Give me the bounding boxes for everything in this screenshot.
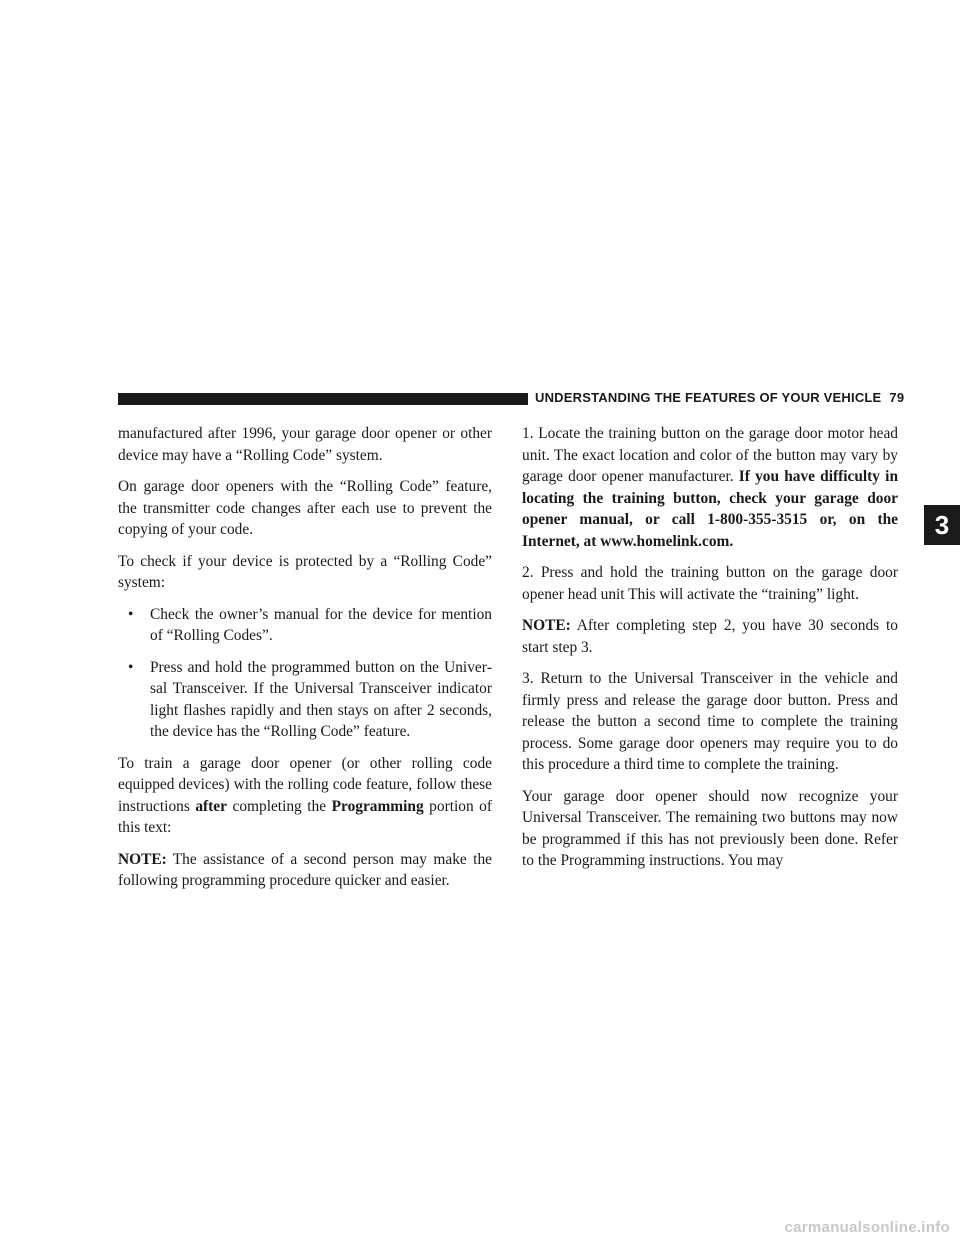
paragraph: On garage door openers with the “Rolling Code” feature, the transmitter code changes after each use to prevent the copying of your code. — [118, 478, 492, 538]
chapter-tab: 3 — [924, 505, 960, 545]
emphasis: Programming — [331, 797, 424, 815]
paragraph: To train a garage door opener (or other rolling code equipped devices) with the rolling code feature, follow these instructions after completing the Programming portion of this text: — [118, 754, 492, 836]
paragraph: To check if your device is protected by a “Rolling Code” system: — [118, 552, 492, 591]
emphasis: If you have difficulty in locating the training button, check your garage door opener manual, or call 1-800-355-3515 or, on the Internet, at www.homelink.com. — [522, 468, 898, 550]
bullet-item — [118, 604, 492, 647]
running-header — [535, 390, 904, 405]
paragraph: Your garage door opener should now recognize your Universal Transceiver. The remaining two buttons may now be programmed if this has not previously been done. Refer to the Programming instructions. You may — [522, 787, 898, 869]
left-column — [118, 423, 492, 902]
right-column — [522, 423, 898, 882]
bullet-icon: • — [128, 605, 134, 623]
note — [118, 849, 492, 892]
note-label: NOTE: — [118, 850, 167, 868]
bullet-text: Press and hold the programmed button on the Universal Transceiver. If the Universal Transceiver indicator light flashes rapidly and then stays on after 2 seconds, the device has the “Rolling Code” feature. — [150, 658, 492, 740]
paragraph: manufactured after 1996, your garage door opener or other device may have a “Rolling Code” system. — [118, 425, 492, 464]
step-1: 1. Locate the training button on the garage door motor head unit. The exact location and color of the button may vary by garage door opener manufacturer. If you have difficulty in locating the training button, check your garage door opener manual, or call 1-800-355-3515 or, on the Internet, at www.homelink.com. — [522, 425, 898, 550]
note — [522, 615, 898, 658]
page-number: 79 — [889, 390, 905, 405]
section-title: UNDERSTANDING THE FEATURES OF YOUR VEHICLE — [535, 390, 882, 405]
note-text: The assistance of a second person may make the following programming procedure quicker and easier. — [118, 850, 492, 889]
watermark: carmanualsonline.info — [784, 1219, 950, 1236]
note-label: NOTE: — [522, 617, 571, 634]
bullet-icon: • — [128, 658, 134, 676]
emphasis: after — [195, 797, 227, 815]
note-text: After completing step 2, you have 30 seconds to start step 3. — [522, 617, 898, 656]
bullet-text: Check the owner’s manual for the device for mention of “Rolling Codes”. — [150, 605, 492, 644]
step-2: 2. Press and hold the training button on the garage door opener head unit This will activate the “training” light. — [522, 564, 898, 603]
bullet-item — [118, 657, 492, 743]
step-3: 3. Return to the Universal Transceiver in the vehicle and firmly press and release the garage door button. Press and release the button a second time to complete the training process. Some garage door openers may require you to do this procedure a third time to complete the training. — [522, 670, 898, 773]
header-rule — [118, 393, 528, 405]
